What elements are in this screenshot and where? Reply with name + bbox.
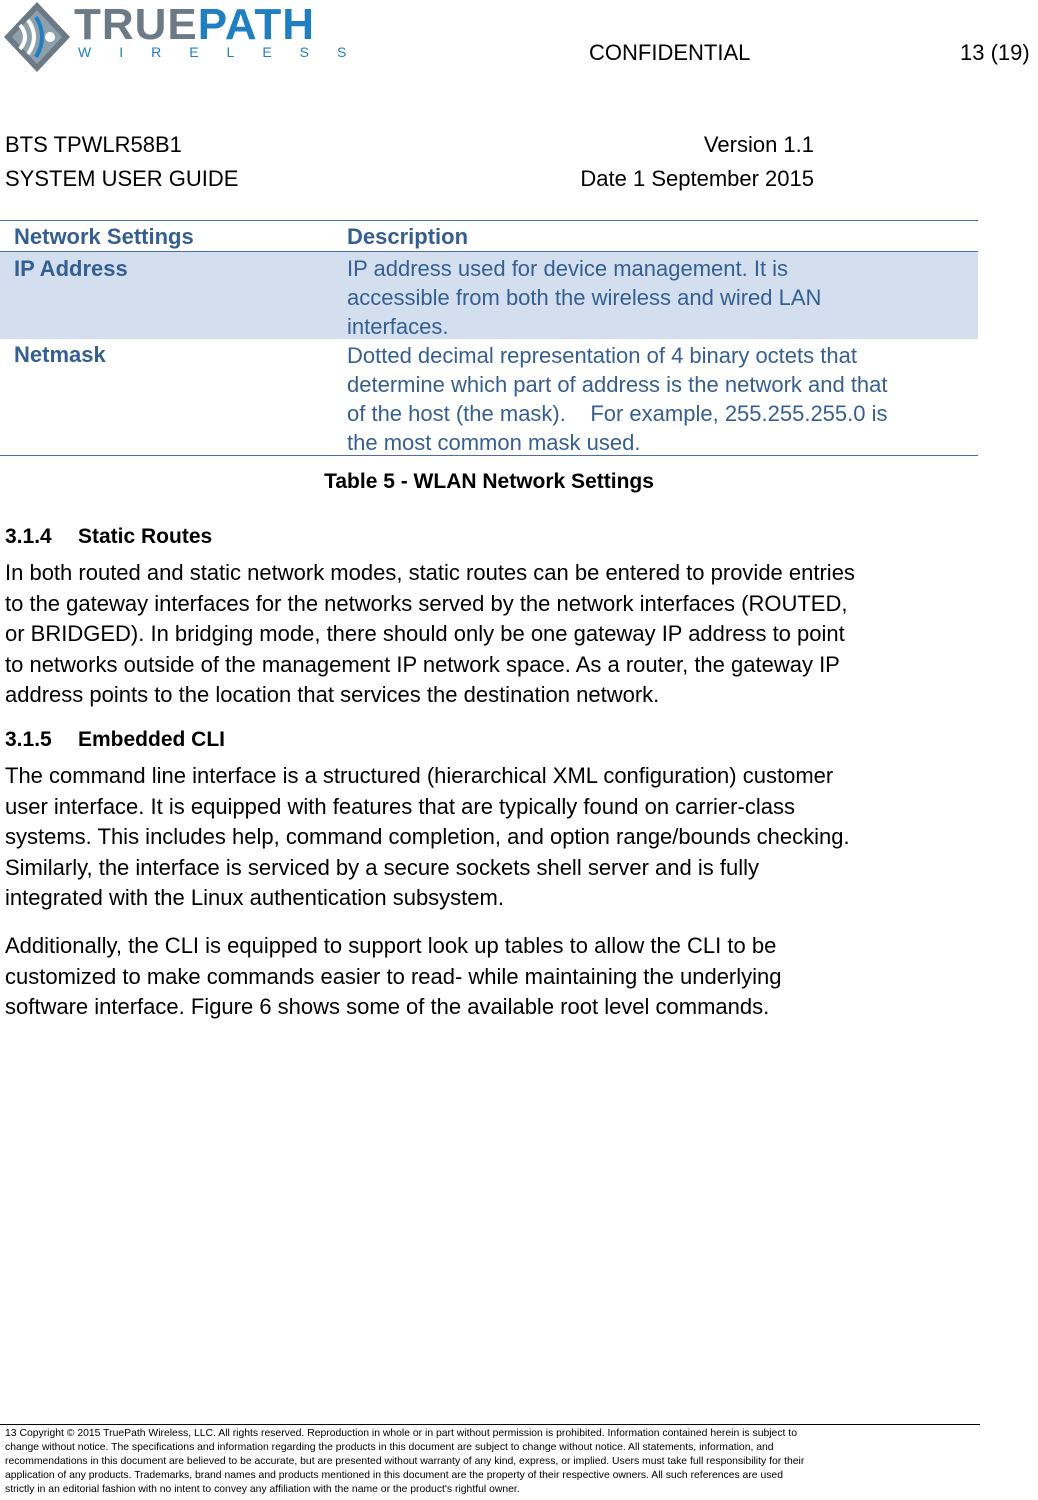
table-cell-setting: IP Address — [14, 256, 128, 281]
section-number: 3.1.4 — [5, 525, 52, 548]
section-title: Embedded CLI — [78, 728, 226, 751]
table-header-row — [0, 221, 978, 251]
table-cell-description: IP address used for device management. It is accessible from both the wireless and wired LAN interfaces. — [347, 256, 822, 339]
table-caption: Table 5 - WLAN Network Settings — [324, 470, 654, 493]
table-row — [0, 339, 978, 455]
logo-subtitle: WIRELESS — [78, 44, 375, 60]
section-number: 3.1.5 — [5, 728, 52, 751]
doc-title: SYSTEM USER GUIDE — [5, 166, 239, 191]
company-logo — [2, 0, 375, 74]
section-title: Static Routes — [78, 525, 213, 548]
page-number: 13 (19) — [960, 40, 1030, 65]
doc-version: Version 1.1 — [703, 132, 814, 157]
paragraph-cli-intro: The command line interface is a structured (hierarchical XML configuration) customer user interface. It is equipped with features that are typically found on carrier-class systems. This includes help, command completion, and option range/bounds checking. Similarly, the interface is serviced by a secure sockets shell server and is fully integrated with the Linux authentication subsystem. — [5, 763, 850, 910]
table-cell-setting: Netmask — [14, 342, 106, 367]
footer-divider — [0, 1424, 980, 1425]
logo-wordmark: TRUEPATH — [74, 0, 316, 49]
doc-date: Date 1 September 2015 — [580, 166, 814, 191]
network-settings-table — [0, 220, 978, 456]
paragraph-cli-lookup: Additionally, the CLI is equipped to support look up tables to allow the CLI to be customized to make commands easier to read- while maintaining the underlying software interface. Figure 6 shows some of the available root level commands. — [5, 933, 782, 1019]
table-header-description: Description — [347, 224, 469, 249]
footer-copyright: 13 Copyright © 2015 TruePath Wireless, LLC. All rights reserved. Reproduction in whole or in part without permission is prohibited. Information contained herein is subject to change without notice. The specifications and information regarding the products in this document are subject to change without notice. All statements, information, and recommendations in this document are believed to be accurate, but are presented without warranty of any kind, express, or implied. Users must take full responsibility for their application of any products. Trademarks, brand names and products mentioned in this document are the property of their respective owners. All such references are used strictly in an editorial fashion with no intent to convey any affiliation with the name or the product's rightful owner. — [5, 1428, 805, 1495]
table-header-settings: Network Settings — [14, 224, 194, 249]
confidential-label: CONFIDENTIAL — [589, 40, 751, 65]
table-row — [0, 252, 978, 339]
doc-id: BTS TPWLR58B1 — [5, 132, 182, 157]
paragraph-static-routes: In both routed and static network modes, static routes can be entered to provide entries to the gateway interfaces for the networks served by the network interfaces (ROUTED, or BRIDGED). In bridging mode, there should only be one gateway IP address to point to networks outside of the management IP network space. As a router, the gateway IP address points to the location that services the destination network. — [5, 560, 855, 707]
table-cell-description: Dotted decimal representation of 4 binary octets that determine which part of address is the network and that of the host (the mask). For example, 255.255.255.0 is the most common mask used. — [347, 343, 888, 455]
section-heading-embedded-cli — [5, 728, 225, 752]
truepath-logo-icon — [2, 0, 72, 74]
section-heading-static-routes — [5, 525, 212, 549]
